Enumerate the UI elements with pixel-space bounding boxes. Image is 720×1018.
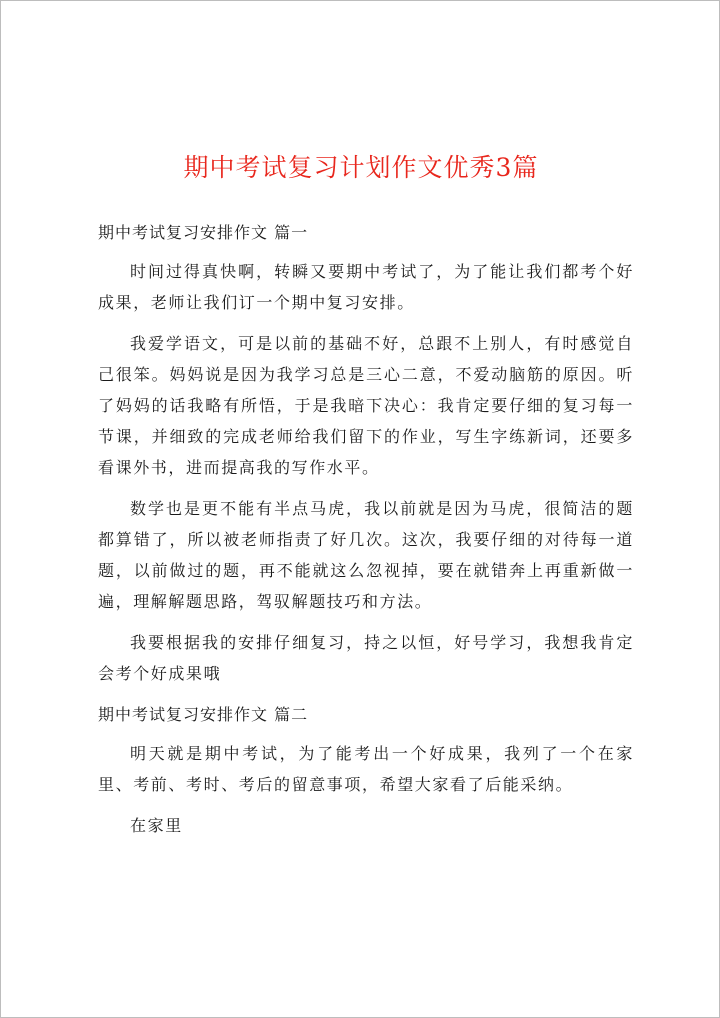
paragraph: 时间过得真快啊，转瞬又要期中考试了，为了能让我们都考个好成果，老师让我们订一个期中复习安排。 (98, 262, 634, 312)
section-heading-2: 期中考试复习安排作文 篇二 (98, 705, 309, 724)
section-heading-1: 期中考试复习安排作文 篇一 (98, 223, 309, 242)
paragraph: 在家里 (130, 816, 183, 835)
paragraph: 明天就是期中考试，为了能考出一个好成果，我列了一个在家里、考前、考时、考后的留意事项，希望大家看了后能采纳。 (98, 744, 634, 794)
paragraph: 我爱学语文，可是以前的基础不好，总跟不上别人，有时感觉自己很笨。妈妈说是因为我学习总是三心二意，不爱动脑筋的原因。听了妈妈的话我略有所悟，于是我暗下决心：我肯定要仔细的复习每一节课，并细致的完成老师给我们留下的作业，写生字练新词，还要多看课外书，进而提高我的写作水平。 (98, 334, 634, 477)
paragraph: 我要根据我的安排仔细复习，持之以恒，好号学习，我想我肯定会考个好成果哦 (98, 633, 634, 683)
document-body (98, 217, 634, 851)
paragraph: 数学也是更不能有半点马虎，我以前就是因为马虎，很简洁的题都算错了，所以被老师指责了好几次。这次，我要仔细的对待每一道题，以前做过的题，再不能就这么忽视掉，要在就错奔上再重新做一遍，理解解题思路，驾驭解题技巧和方法。 (98, 499, 634, 611)
document-title: 期中考试复习计划作文优秀3篇 (183, 153, 539, 182)
